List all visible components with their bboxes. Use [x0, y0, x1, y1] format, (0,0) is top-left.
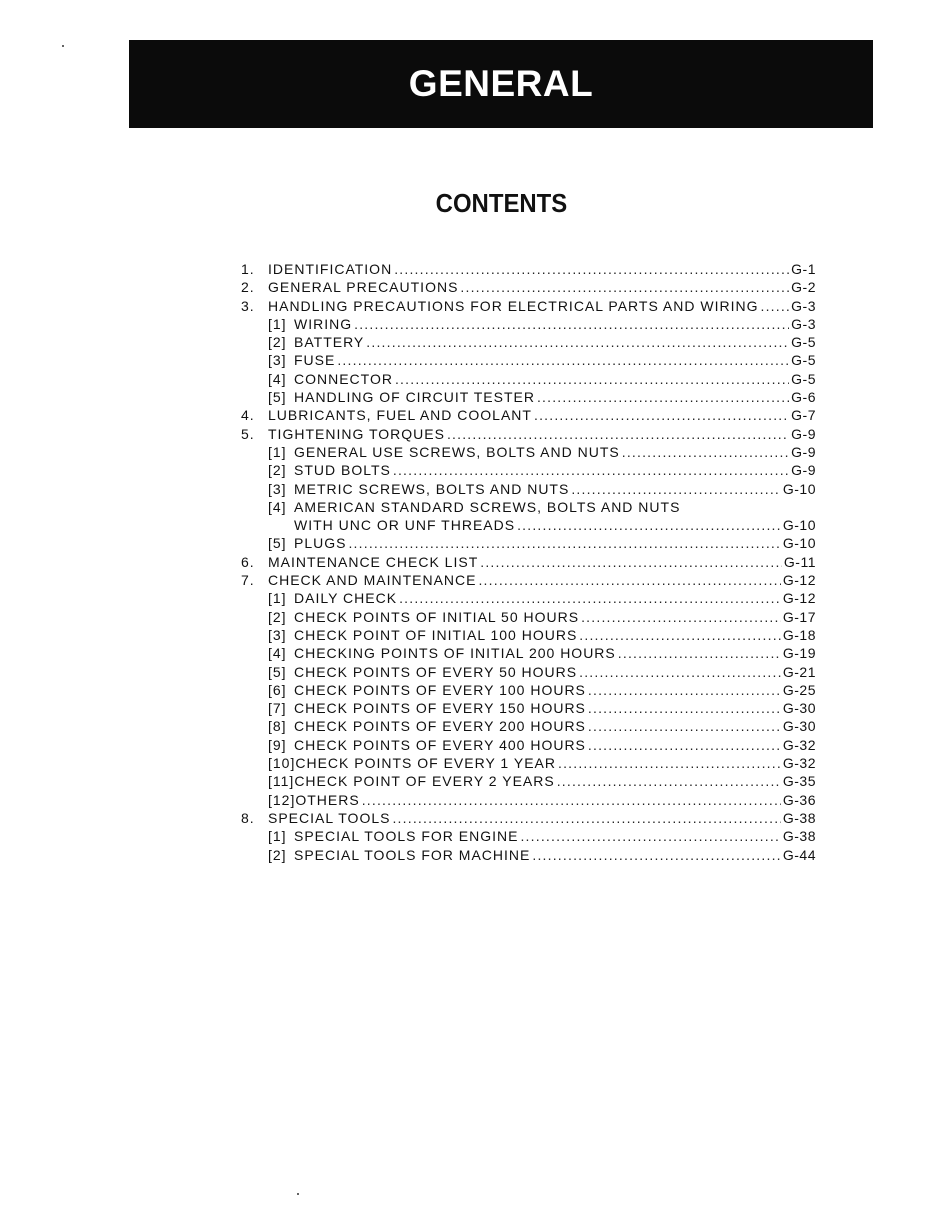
toc-entry-page: G-5 [791, 370, 816, 387]
toc-entry-body [268, 681, 816, 699]
dot-leader [588, 717, 781, 735]
toc-entry-body [268, 388, 816, 406]
toc-entry-label: LUBRICANTS, FUEL AND COOLANT [268, 407, 532, 424]
section-banner [129, 40, 873, 128]
toc-entry-body [268, 791, 816, 809]
toc-entry-body [268, 498, 816, 516]
toc-entry-label: CHECK AND MAINTENANCE [268, 572, 477, 589]
dot-leader [362, 791, 781, 809]
toc-entry-page: G-3 [791, 315, 816, 332]
toc-entry-label: CHECK POINTS OF EVERY 200 HOURS [294, 718, 586, 735]
toc-entry-body [268, 626, 816, 644]
toc-entry-body [268, 406, 816, 424]
dot-leader [460, 278, 789, 296]
toc-entry[interactable] [241, 626, 816, 644]
toc-entry-page: G-25 [782, 681, 816, 698]
toc-entry[interactable] [241, 388, 816, 406]
dot-leader [517, 516, 781, 534]
toc-entry-page: G-19 [782, 645, 816, 662]
toc-entry[interactable] [241, 260, 816, 278]
toc-entry-label: BATTERY [294, 334, 365, 351]
toc-entry[interactable] [241, 846, 816, 864]
toc-entry[interactable] [241, 681, 816, 699]
toc-entry[interactable] [241, 278, 816, 296]
toc-entry-label: [10]CHECK POINTS OF EVERY 1 YEAR [268, 755, 556, 772]
toc-entry-page: G-36 [782, 791, 816, 808]
toc-entry-body [268, 608, 816, 626]
toc-entry[interactable] [241, 498, 816, 516]
toc-entry-index: [3] [268, 352, 287, 369]
table-of-contents [241, 260, 816, 864]
toc-entry-body [268, 827, 816, 845]
toc-entry-index: [1] [268, 443, 287, 460]
toc-entry-number: 6. [241, 553, 255, 570]
dot-leader [618, 644, 781, 662]
dot-leader [579, 663, 781, 681]
toc-entry-label: CHECK POINTS OF EVERY 400 HOURS [294, 736, 586, 753]
toc-entry-body [268, 351, 816, 369]
toc-entry[interactable] [241, 297, 816, 315]
toc-entry-index: [3] [268, 626, 287, 643]
toc-entry-number: 7. [241, 572, 255, 589]
toc-entry-body [268, 589, 816, 607]
toc-entry[interactable] [241, 809, 816, 827]
dot-leader [581, 608, 781, 626]
dot-leader [588, 699, 781, 717]
toc-entry-label: CHECK POINT OF INITIAL 100 HOURS [294, 626, 578, 643]
dot-leader [392, 809, 780, 827]
toc-entry[interactable] [241, 772, 816, 790]
toc-entry[interactable] [241, 663, 816, 681]
toc-entry-label: FUSE [294, 352, 336, 369]
toc-entry-page: G-5 [791, 352, 816, 369]
toc-entry-page: G-10 [782, 517, 816, 534]
toc-entry-page: G-44 [782, 846, 816, 863]
dot-leader [534, 406, 789, 424]
dot-leader [588, 736, 781, 754]
toc-entry-index: [2] [268, 846, 287, 863]
toc-entry-label: METRIC SCREWS, BOLTS AND NUTS [294, 480, 570, 497]
toc-entry-page: G-35 [782, 773, 816, 790]
toc-entry[interactable] [241, 516, 816, 534]
toc-entry-body [268, 297, 816, 315]
toc-entry-index: [1] [268, 590, 287, 607]
toc-entry-page: G-9 [791, 425, 816, 442]
toc-entry-number: 4. [241, 407, 255, 424]
section-title: GENERAL [408, 63, 594, 104]
toc-entry-label: CHECK POINTS OF EVERY 150 HOURS [294, 700, 586, 717]
toc-entry[interactable] [241, 608, 816, 626]
toc-entry-label: CHECK POINTS OF EVERY 50 HOURS [294, 663, 578, 680]
toc-entry-number: 1. [241, 261, 255, 277]
dot-leader [447, 425, 789, 443]
toc-entry-index: [5] [268, 663, 287, 680]
toc-entry-body [268, 333, 816, 351]
toc-entry-body [268, 260, 816, 278]
toc-entry-label: GENERAL PRECAUTIONS [268, 279, 459, 296]
toc-entry-page: G-11 [783, 553, 816, 570]
toc-entry-label: [11]CHECK POINT OF EVERY 2 YEARS [268, 773, 555, 790]
toc-entry-body [268, 772, 816, 790]
scan-speck [62, 45, 64, 47]
scan-speck [297, 1193, 299, 1195]
toc-entry-page: G-7 [791, 407, 816, 424]
toc-entry-number: 5. [241, 425, 255, 442]
toc-entry-page: G-30 [782, 718, 816, 735]
toc-entry[interactable] [241, 406, 816, 424]
toc-entry-body [268, 809, 816, 827]
toc-entry-body [268, 553, 816, 571]
toc-entry-number: 8. [241, 809, 255, 826]
toc-entry-body [268, 846, 816, 864]
toc-entry-index: [4] [268, 498, 287, 515]
contents-heading: CONTENTS [435, 188, 568, 218]
toc-entry-page: G-9 [791, 443, 816, 460]
toc-entry-label: CHECKING POINTS OF INITIAL 200 HOURS [294, 645, 616, 662]
toc-entry-index: [8] [268, 718, 287, 735]
toc-entry-index: [5] [268, 389, 287, 406]
toc-entry-page: G-38 [782, 828, 816, 845]
toc-entry-label: SPECIAL TOOLS FOR ENGINE [294, 828, 519, 845]
toc-entry-body [268, 278, 816, 296]
toc-entry-page: G-10 [782, 480, 816, 497]
toc-entry-label: SPECIAL TOOLS [268, 809, 391, 826]
toc-entry-index: [2] [268, 462, 287, 479]
toc-entry-label: MAINTENANCE CHECK LIST [268, 553, 479, 570]
toc-entry-label: CONNECTOR [294, 370, 393, 387]
toc-entry-label: CHECK POINTS OF INITIAL 50 HOURS [294, 608, 580, 625]
dot-leader [557, 772, 781, 790]
dot-leader [348, 534, 780, 552]
toc-entry[interactable] [241, 736, 816, 754]
toc-entry-index: [9] [268, 736, 287, 753]
toc-entry-index: [2] [268, 608, 287, 625]
dot-leader [478, 571, 780, 589]
toc-entry-page: G-5 [791, 334, 816, 351]
toc-entry-page: G-17 [782, 608, 816, 625]
toc-entry-label: [12]OTHERS [268, 791, 360, 808]
toc-entry-label: HANDLING PRECAUTIONS FOR ELECTRICAL PARTS AND WIRING [268, 297, 759, 314]
toc-entry-body [268, 663, 816, 681]
dot-leader [520, 827, 780, 845]
toc-entry-index: [2] [268, 334, 287, 351]
toc-entry-label: PLUGS [294, 535, 347, 552]
toc-entry-index: [1] [268, 315, 287, 332]
toc-entry-body [268, 699, 816, 717]
dot-leader [760, 297, 789, 315]
toc-entry-label: TIGHTENING TORQUES [268, 425, 445, 442]
dot-leader [480, 553, 782, 571]
toc-entry-body [268, 717, 816, 735]
toc-entry-body [268, 425, 816, 443]
toc-entry[interactable] [241, 589, 816, 607]
toc-entry-body [268, 644, 816, 662]
toc-entry-body [268, 315, 816, 333]
toc-entry[interactable] [241, 480, 816, 498]
toc-entry-body [268, 534, 816, 552]
toc-entry-page: G-9 [791, 462, 816, 479]
toc-entry[interactable] [241, 553, 816, 571]
toc-entry-page: G-21 [782, 663, 816, 680]
dot-leader [571, 480, 781, 498]
toc-entry-index: [3] [268, 480, 287, 497]
dot-leader [532, 846, 781, 864]
toc-entry-label: IDENTIFICATION [268, 261, 393, 277]
dot-leader [337, 351, 789, 369]
toc-entry[interactable] [241, 534, 816, 552]
toc-entry[interactable] [241, 461, 816, 479]
toc-entry-page: G-2 [791, 279, 816, 296]
toc-entry-label: CHECK POINTS OF EVERY 100 HOURS [294, 681, 586, 698]
toc-entry-label: GENERAL USE SCREWS, BOLTS AND NUTS [294, 443, 620, 460]
toc-entry-page: G-30 [782, 700, 816, 717]
dot-leader [537, 388, 789, 406]
toc-entry-body [268, 461, 816, 479]
toc-entry[interactable] [241, 717, 816, 735]
toc-entry-label: WIRING [294, 315, 353, 332]
toc-entry-body [268, 754, 816, 772]
toc-entry-label: WITH UNC OR UNF THREADS [294, 517, 516, 534]
toc-entry-label: AMERICAN STANDARD SCREWS, BOLTS AND NUTS [294, 498, 681, 515]
toc-entry-body [268, 443, 816, 461]
toc-entry-label: DAILY CHECK [294, 590, 398, 607]
toc-entry-index: [4] [268, 370, 287, 387]
toc-entry-page: G-32 [782, 755, 816, 772]
toc-entry[interactable] [241, 827, 816, 845]
dot-leader [395, 370, 789, 388]
dot-leader [354, 315, 789, 333]
toc-entry[interactable] [241, 443, 816, 461]
toc-entry-page: G-1 [791, 261, 816, 277]
toc-entry-number: 3. [241, 297, 255, 314]
toc-entry-label: SPECIAL TOOLS FOR MACHINE [294, 846, 531, 863]
toc-entry-page: G-38 [782, 809, 816, 826]
toc-entry[interactable] [241, 351, 816, 369]
toc-entry-index: [6] [268, 681, 287, 698]
dot-leader [588, 681, 781, 699]
toc-entry[interactable] [241, 791, 816, 809]
toc-entry[interactable] [241, 333, 816, 351]
toc-entry-page: G-10 [782, 535, 816, 552]
dot-leader [393, 461, 789, 479]
toc-entry-page: G-12 [782, 590, 816, 607]
toc-entry-page: G-18 [782, 626, 816, 643]
toc-entry[interactable] [241, 644, 816, 662]
toc-entry-index: [1] [268, 828, 287, 845]
toc-entry[interactable] [241, 425, 816, 443]
toc-entry[interactable] [241, 754, 816, 772]
dot-leader [366, 333, 789, 351]
toc-entry-body [268, 736, 816, 754]
toc-entry[interactable] [241, 699, 816, 717]
toc-entry-body [268, 480, 816, 498]
toc-entry-page: G-32 [782, 736, 816, 753]
toc-entry-index: [5] [268, 535, 287, 552]
toc-entry-page: G-12 [782, 572, 816, 589]
toc-entry-number: 2. [241, 279, 255, 296]
toc-entry-page: G-3 [791, 297, 816, 314]
toc-entry-body [294, 516, 816, 534]
dot-leader [399, 589, 781, 607]
toc-entry-body [268, 571, 816, 589]
toc-entry[interactable] [241, 370, 816, 388]
toc-entry[interactable] [241, 571, 816, 589]
dot-leader [622, 443, 789, 461]
toc-entry-index: [4] [268, 645, 287, 662]
toc-entry-index: [7] [268, 700, 287, 717]
dot-leader [579, 626, 781, 644]
toc-entry-label: STUD BOLTS [294, 462, 391, 479]
dot-leader [558, 754, 781, 772]
toc-entry-body [268, 370, 816, 388]
toc-entry-label: HANDLING OF CIRCUIT TESTER [294, 389, 535, 406]
dot-leader [394, 260, 789, 278]
toc-entry-page: G-6 [791, 389, 816, 406]
toc-entry[interactable] [241, 315, 816, 333]
